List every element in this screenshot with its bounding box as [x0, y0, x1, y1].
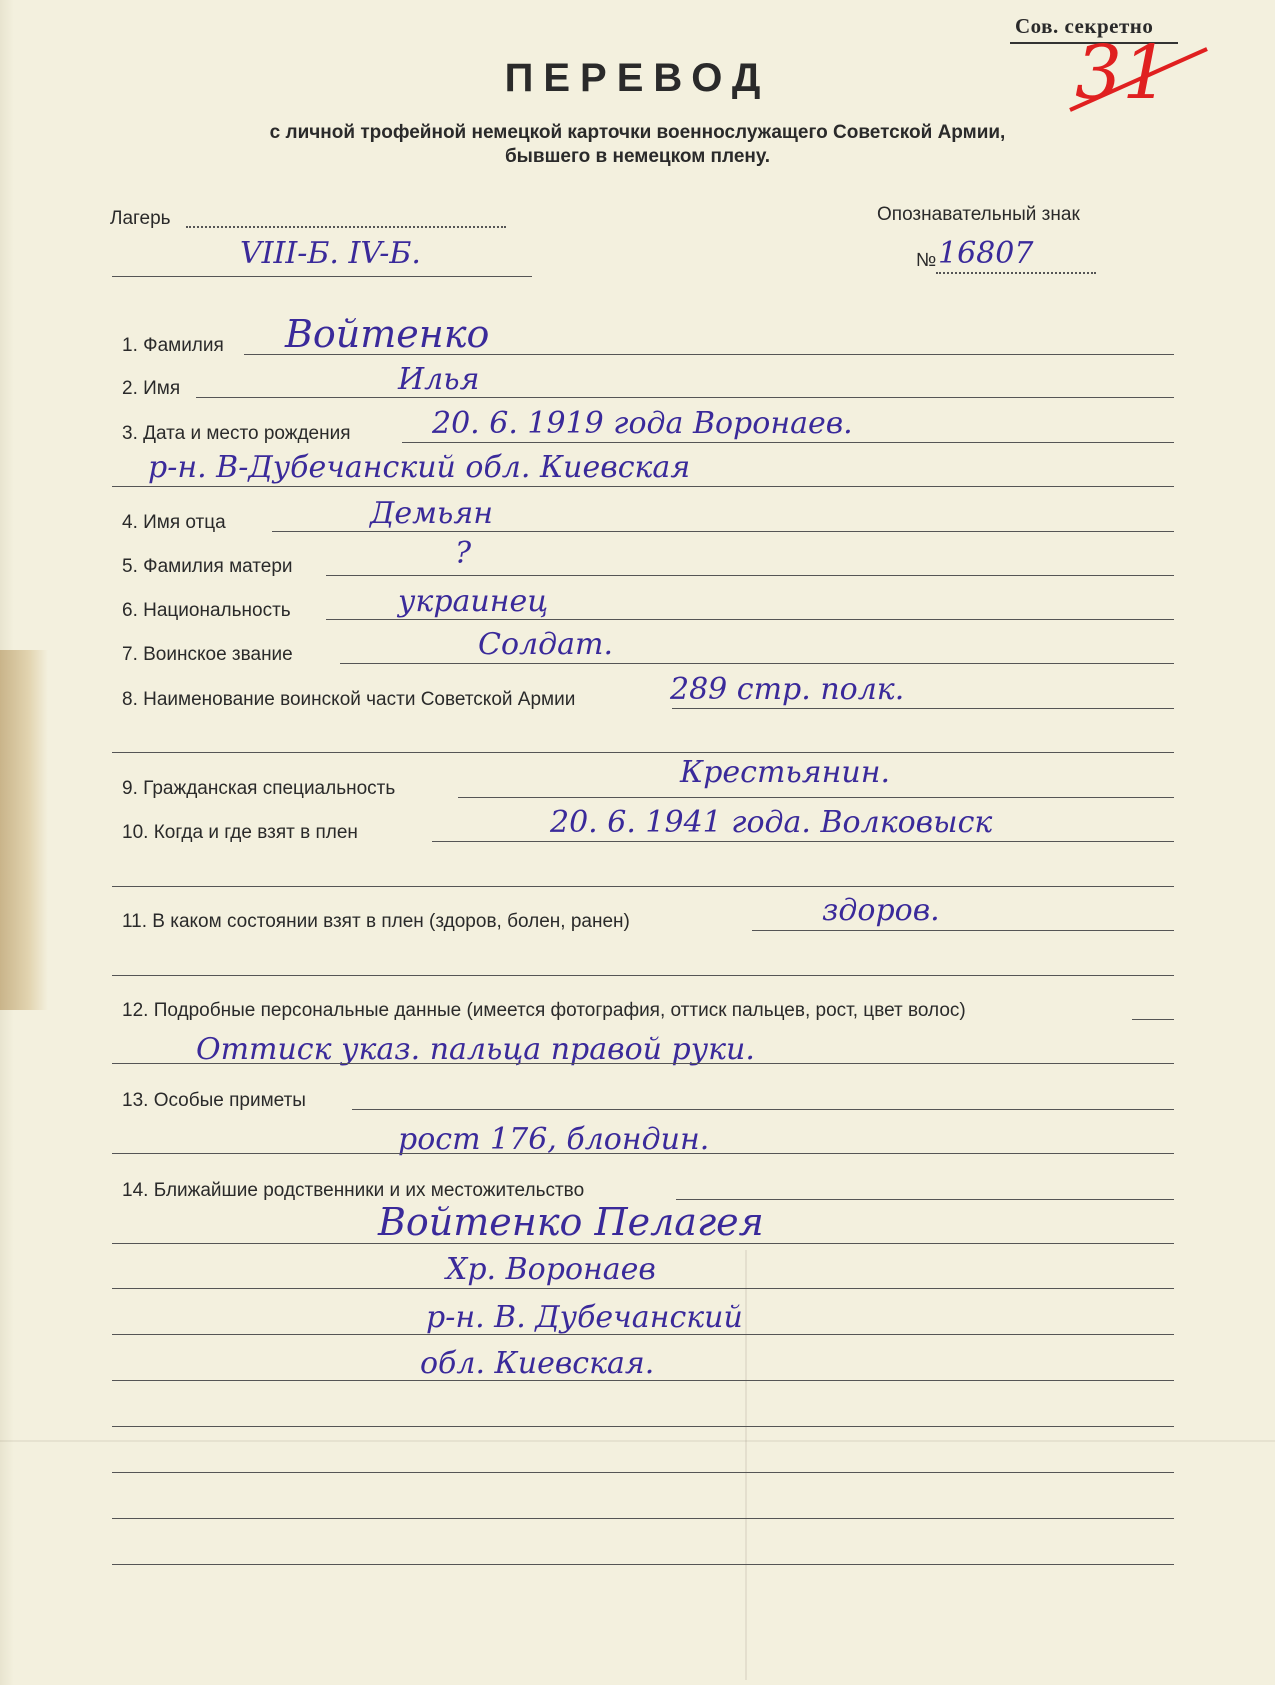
field-unit-value: 289 стр. полк.	[670, 672, 905, 707]
field-line	[196, 397, 1174, 398]
field-line	[272, 531, 1174, 532]
field-marks-value: рост 176, блондин.	[398, 1122, 710, 1157]
field-line	[352, 1109, 1174, 1110]
id-mark-line	[936, 272, 1096, 274]
id-mark-prefix: №	[916, 250, 937, 271]
camp-line	[186, 226, 506, 228]
field-marks-label: 13. Особые приметы	[122, 1090, 306, 1111]
document-subtitle: с личной трофейной немецкой карточки военнослужащего Советской Армии,	[269, 122, 1006, 143]
paper-stain	[0, 650, 48, 1010]
camp-value: VIII-Б. IV-Б.	[240, 236, 421, 271]
camp-label: Лагерь	[110, 208, 171, 229]
field-condition-value: здоров.	[822, 893, 940, 928]
id-mark-value: 16807	[938, 236, 1034, 271]
field-mother-label: 5. Фамилия матери	[122, 556, 293, 577]
field-line	[112, 1564, 1174, 1565]
field-personal-data-label: 12. Подробные персональные данные (имеется фотография, оттиск пальцев, рост, цвет волос)	[122, 1000, 966, 1021]
field-personal-data-value: Оттиск указ. пальца правой руки.	[196, 1032, 755, 1067]
secrecy-mark: Сов. секретно	[1015, 14, 1154, 38]
field-rank-value: Солдат.	[478, 627, 613, 662]
field-line	[112, 1288, 1174, 1289]
field-line	[112, 1063, 1174, 1064]
field-line	[112, 886, 1174, 887]
fold-line	[745, 1250, 747, 1680]
field-father-label: 4. Имя отца	[122, 512, 226, 533]
red-handwritten-number: 31	[1075, 30, 1170, 116]
field-line	[432, 841, 1174, 842]
field-line	[112, 1518, 1174, 1519]
field-line	[326, 619, 1174, 620]
field-relatives-value-1: Войтенко Пелагея	[378, 1200, 764, 1244]
id-mark-label: Опознавательный знак	[877, 204, 1080, 225]
field-line	[340, 663, 1174, 664]
document-subtitle: бывшего в немецком плену.	[504, 146, 771, 167]
field-relatives-label: 14. Ближайшие родственники и их местожительство	[122, 1180, 585, 1201]
field-line	[672, 708, 1174, 709]
field-birth-label: 3. Дата и место рождения	[122, 423, 351, 444]
field-relatives-value-4: обл. Киевская.	[420, 1346, 655, 1381]
field-father-value: Демьян	[370, 496, 493, 531]
field-unit-label: 8. Наименование воинской части Советской Армии	[122, 689, 576, 710]
field-name-value: Илья	[398, 362, 480, 397]
field-line	[112, 1380, 1174, 1381]
field-line	[326, 575, 1174, 576]
field-line	[1132, 1019, 1174, 1020]
field-condition-label: 11. В каком состоянии взят в плен (здоров, болен, ранен)	[122, 911, 630, 932]
field-nationality-value: украинец	[398, 584, 549, 619]
field-relatives-value-2: Хр. Воронаев	[446, 1252, 656, 1287]
field-relatives-value-3: р-н. В. Дубечанский	[426, 1300, 743, 1335]
field-line	[402, 442, 1174, 443]
field-profession-label: 9. Гражданская специальность	[122, 778, 396, 799]
field-profession-value: Крестьянин.	[680, 755, 890, 790]
field-line	[112, 1243, 1174, 1244]
field-birth-value-2: р-н. В-Дубечанский обл. Киевская	[148, 450, 691, 485]
field-surname-value: Войтенко	[285, 312, 490, 356]
field-nationality-label: 6. Национальность	[122, 600, 291, 621]
field-captured-value: 20. 6. 1941 года. Волковыск	[550, 805, 993, 840]
camp-value-line	[112, 276, 532, 277]
document-title: ПЕРЕВОД	[504, 56, 771, 100]
field-line	[112, 486, 1174, 487]
field-rank-label: 7. Воинское звание	[122, 644, 293, 665]
field-name-label: 2. Имя	[122, 378, 181, 399]
field-mother-value: ?	[455, 536, 472, 571]
field-line	[112, 1472, 1174, 1473]
field-line	[458, 797, 1174, 798]
field-line	[112, 1334, 1174, 1335]
fold-line	[0, 1440, 1275, 1442]
field-line	[752, 930, 1174, 931]
field-captured-label: 10. Когда и где взят в плен	[122, 822, 358, 843]
field-line	[112, 1426, 1174, 1427]
field-line	[112, 975, 1174, 976]
field-surname-label: 1. Фамилия	[122, 335, 224, 356]
field-line	[112, 1153, 1174, 1154]
field-birth-value: 20. 6. 1919 года Воронаев.	[432, 406, 853, 441]
field-line	[112, 752, 1174, 753]
